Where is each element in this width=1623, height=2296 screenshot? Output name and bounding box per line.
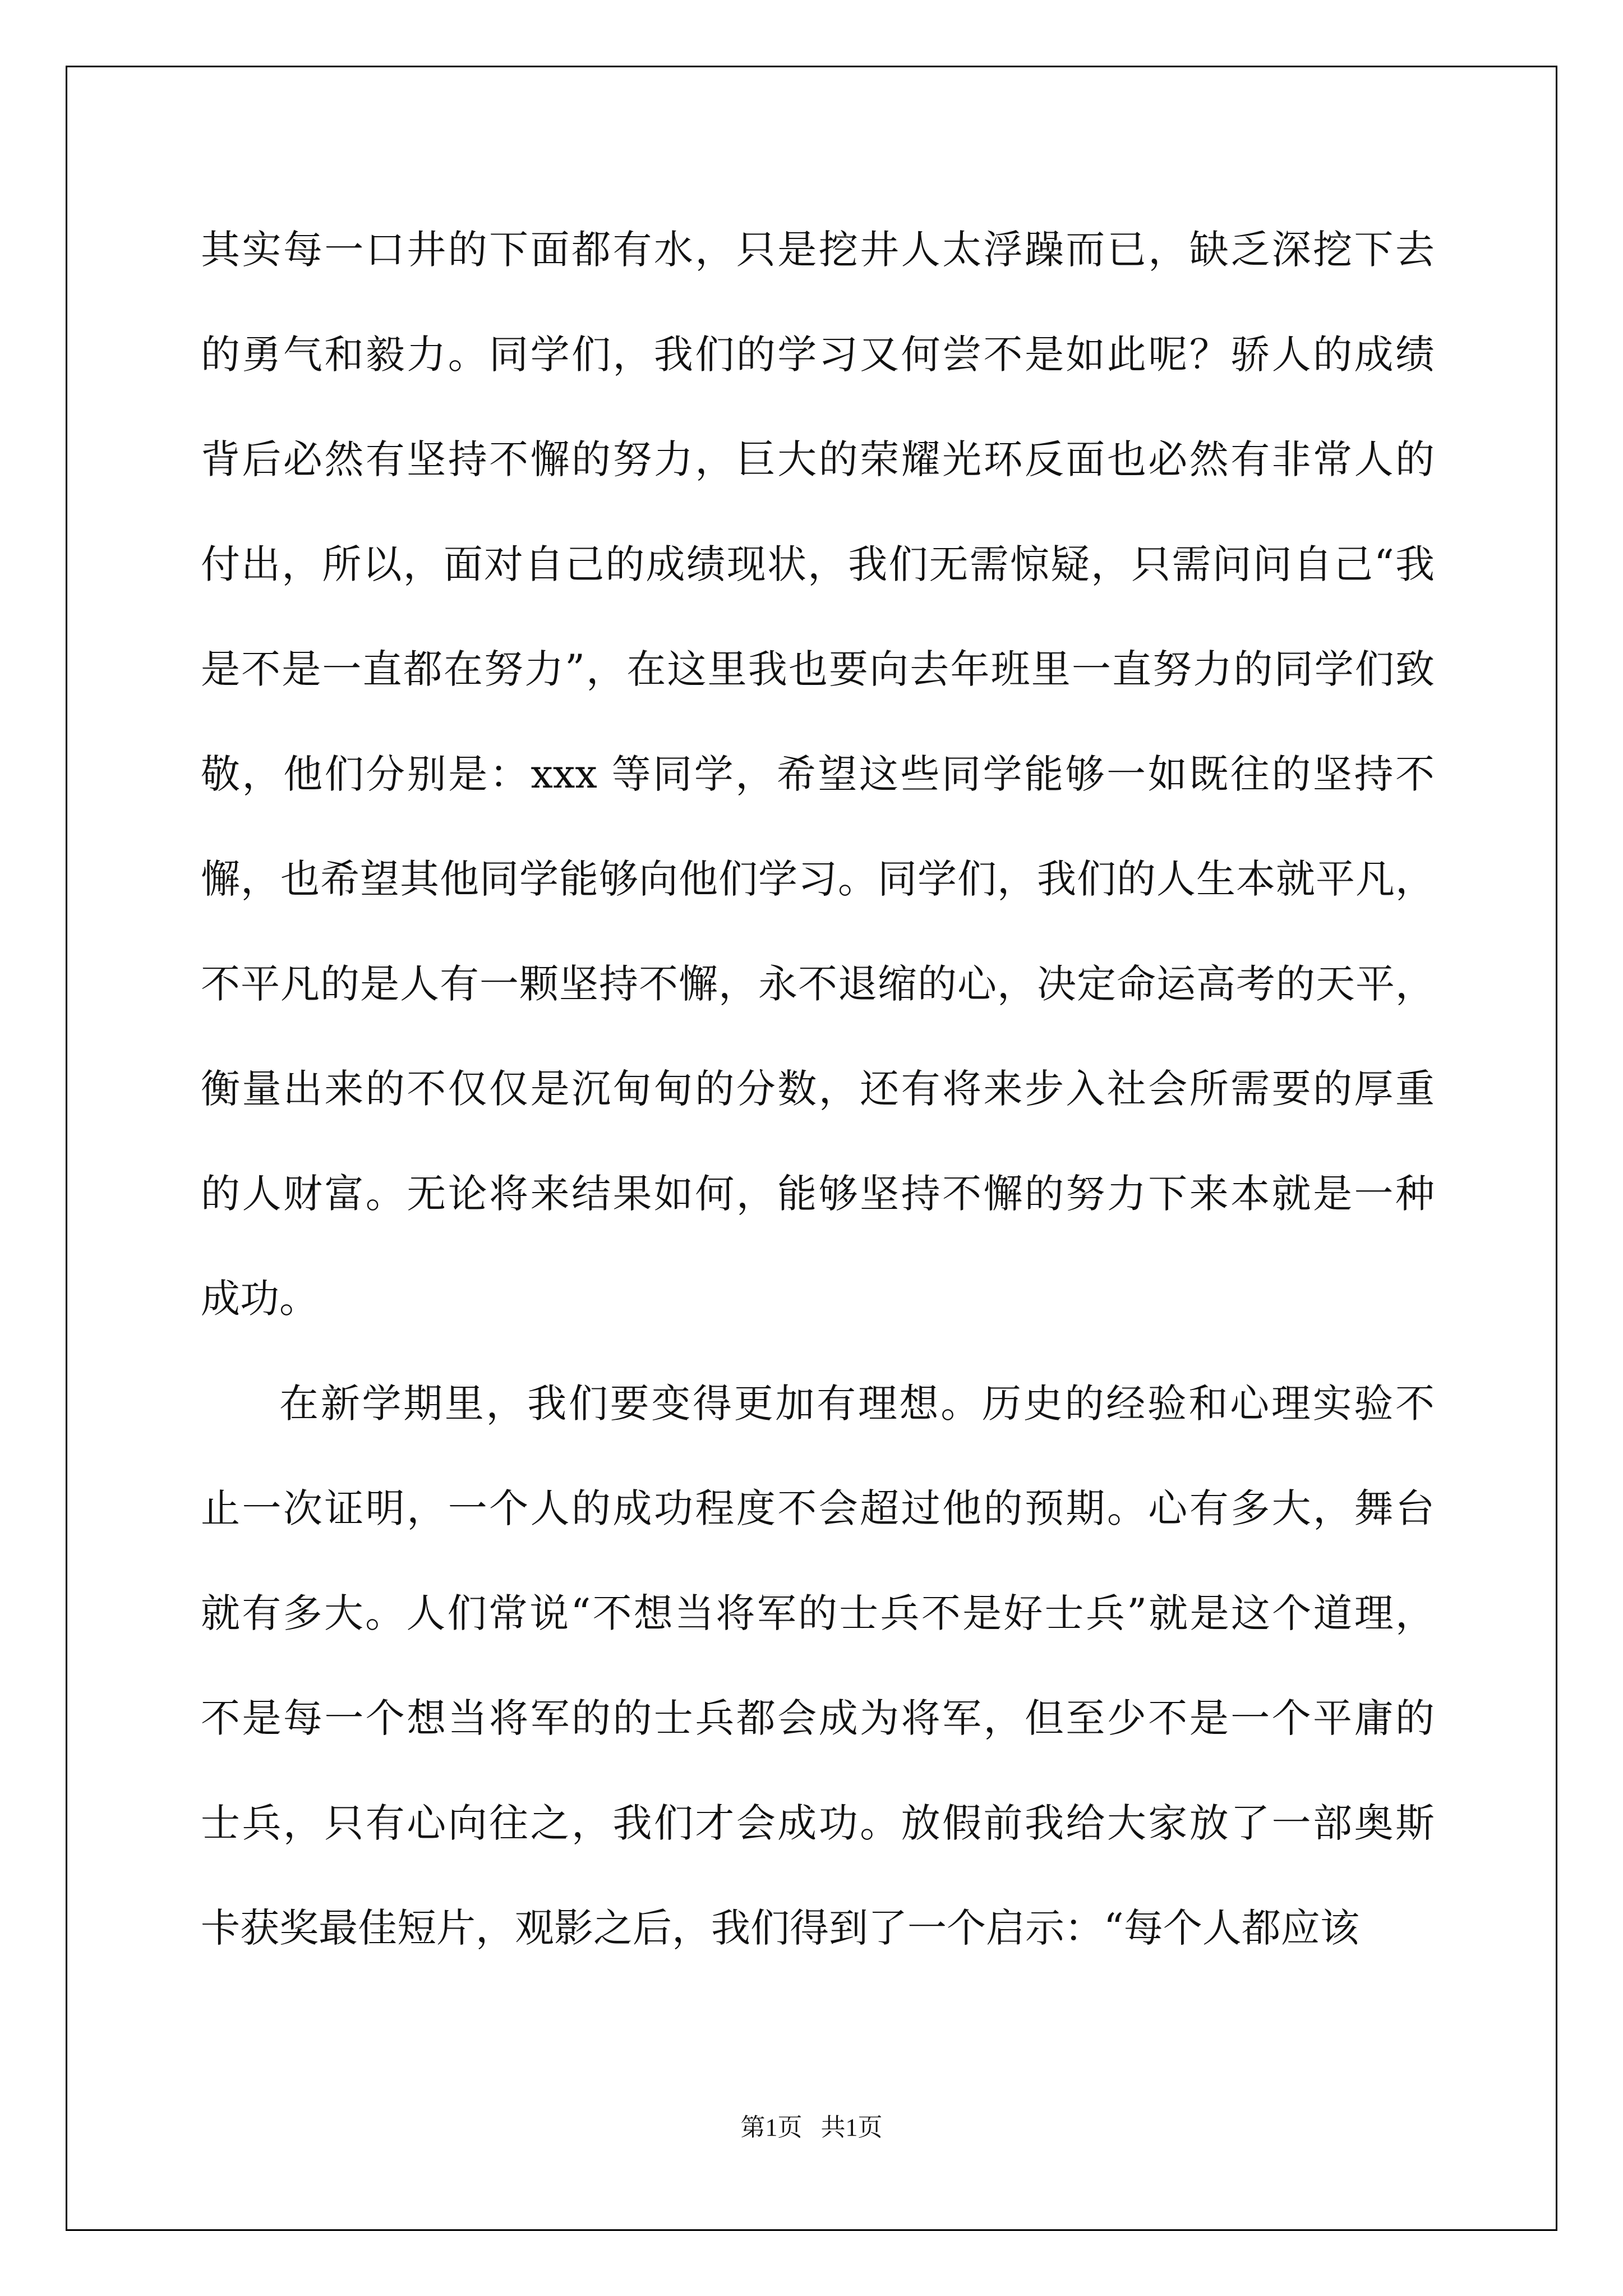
text-line: 的勇气和毅力。同学们，我们的学习又何尝不是如此呢？骄人的成绩	[201, 332, 1435, 378]
text-line: 卡获奖最佳短片，观影之后，我们得到了一个启示：“每个人都应该	[201, 1905, 1359, 1951]
text-line: 其实每一口井的下面都有水，只是挖井人太浮躁而已，缺乏深挖下去	[201, 227, 1435, 273]
document-body	[201, 197, 1435, 1981]
text-line: 的人财富。无论将来结果如何，能够坚持不懈的努力下来本就是一种	[201, 1171, 1435, 1217]
text-line: 衡量出来的不仅仅是沉甸甸的分数，还有将来步入社会所需要的厚重	[201, 1066, 1435, 1112]
text-line: 付出，所以，面对自己的成绩现状，我们无需惊疑，只需问问自己“我	[201, 541, 1435, 587]
text-line: 士兵，只有心向往之，我们才会成功。放假前我给大家放了一部奥斯	[201, 1800, 1435, 1846]
text-line: 背后必然有坚持不懈的努力，巨大的荣耀光环反面也必然有非常人的	[201, 436, 1435, 482]
text-line: 在新学期里，我们要变得更加有理想。历史的经验和心理实验不	[279, 1381, 1435, 1427]
text-line: 不是每一个想当将军的的士兵都会成为将军，但至少不是一个平庸的	[201, 1695, 1435, 1741]
text-line: 是不是一直都在努力”，在这里我也要向去年班里一直努力的同学们致	[201, 646, 1435, 692]
text-line: 懈，也希望其他同学能够向他们学习。同学们，我们的人生本就平凡，	[201, 856, 1435, 902]
text-line: 就有多大。人们常说“不想当将军的士兵不是好士兵”就是这个道理，	[201, 1590, 1435, 1636]
text-line: 成功。	[201, 1276, 319, 1322]
text-line: 不平凡的是人有一颗坚持不懈，永不退缩的心，决定命运高考的天平，	[201, 961, 1435, 1007]
text-line: 止一次证明，一个人的成功程度不会超过他的预期。心有多大，舞台	[201, 1485, 1435, 1531]
text-line: 敬，他们分别是：xxx 等同学，希望这些同学能够一如既往的坚持不	[201, 751, 1435, 797]
page-footer: 第1页 共1页	[740, 2114, 883, 2141]
